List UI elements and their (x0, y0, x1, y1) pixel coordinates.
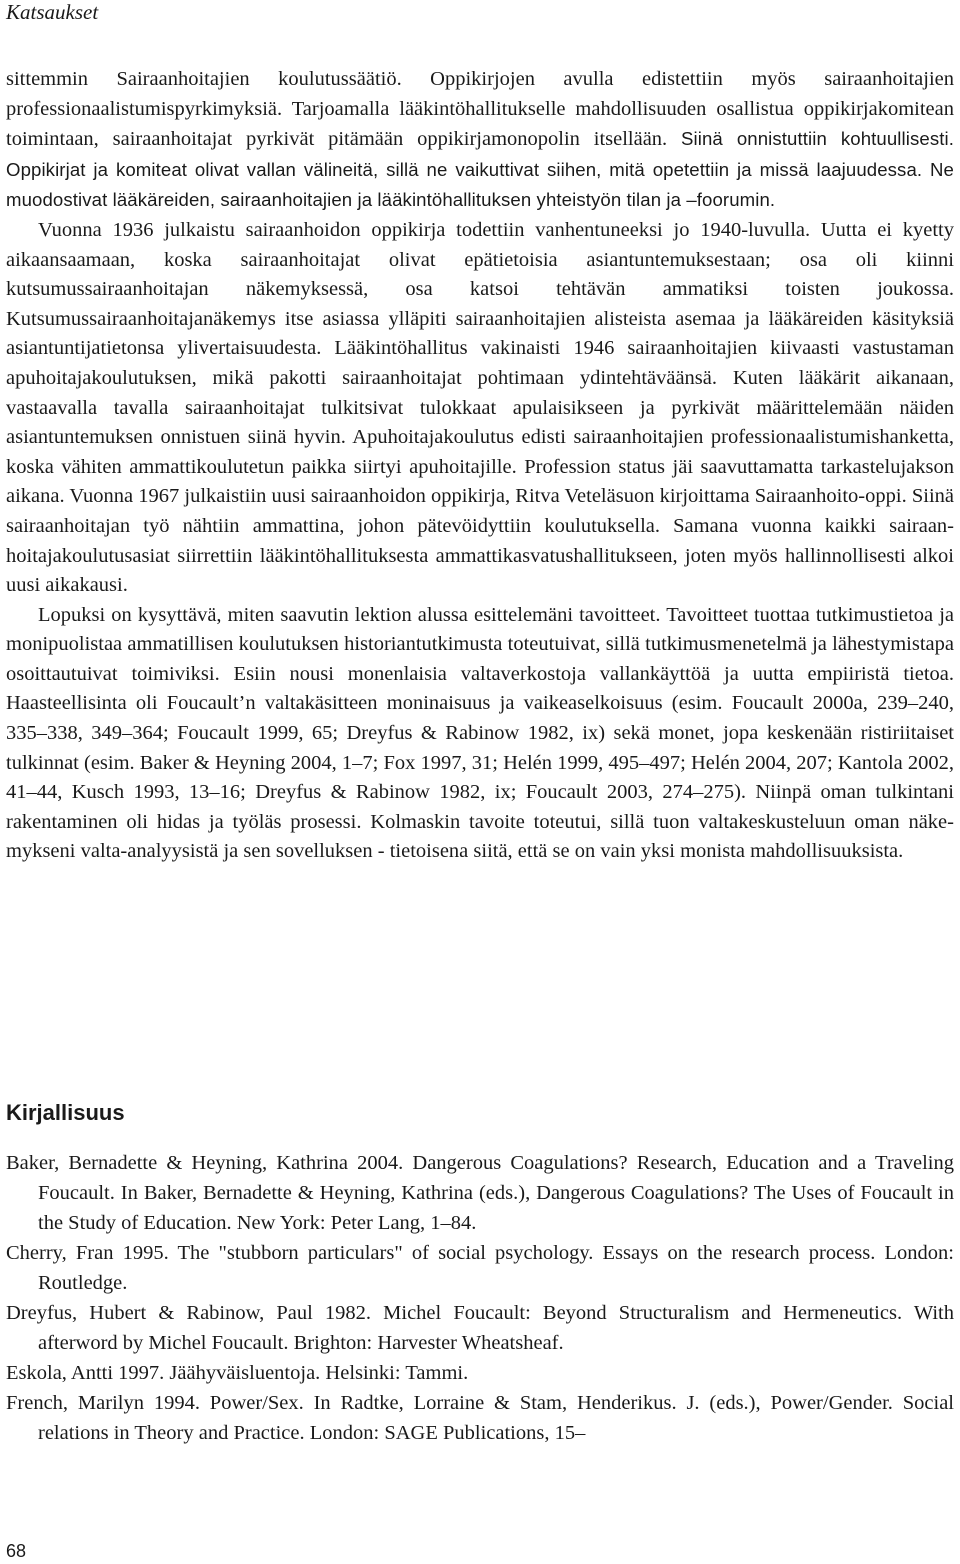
paragraph (6, 216, 954, 601)
page-number: 68 (6, 1541, 27, 1561)
reference-list (6, 1148, 954, 1448)
reference-item: Baker, Bernadette & Heyning, Kathrina 2004. Dangerous Coagulations? Research, Education and a Traveling Foucault. In Baker, Bernadette & Heyning, Kathrina (eds.), Dangerous Coagulations? The Uses of Foucault in the Study of Education. New York: Peter Lang, 1–84. (6, 1152, 954, 1234)
reference-item: Cherry, Fran 1995. The "stubborn particulars" of social psychology. Essays on the research process. London: Routledge. (6, 1242, 954, 1294)
section-heading: Kirjallisuus (6, 1100, 125, 1125)
text-segment-sans: Siinä onnistuttiin kohtuullisesti. Oppikirjat ja komiteat olivat vallan välineitä, sillä ne vaikuttivat siihen, mitä opetettiin ja missä laajuudessa. Ne muodostivat lääkäreiden, sairaanhoitajien ja lääkintöhallituksen yhteistyön tilan ja –foorumin. (6, 128, 955, 211)
text-segment: Lopuksi on kysyttävä, miten saavutin lektion alussa esittelemäni tavoitteet. Tavoitteet tuottaa tutkimustietoa ja monipuolistaa ammatillisen koulutuksen historiantutkimusta toteutuivat, sillä tutkimusmenetelmä ja lähestymistapa osoittautuivat toimiviksi. Esiin nousi monenlaisia valtaverkostoja vallankäyttöä ja uutta empiiristä tietoa. Haasteellisinta oli Foucault’n valtakäsitteen moninaisuus ja vaikeaselkoisuus (esim. Foucault 2000a, 239–240, 335–338, 349–364; Foucault 1999, 65; Dreyfus & Rabinow 1982, ix) sekä monet, jopa keskenään ristiriitaiset tulkinnat (esim. Baker & Heyning 2004, 1–7; Fox 1997, 31; Helén 1999, 495–497; Helén 2004, 207; Kantola 2002, 41–44, Kusch 1993, 13–16; Dreyfus & Rabinow 1982, ix; Foucault 2003, 274–275). Niinpä oman tulkintani rakentaminen oli hidas ja työläs prosessi. Kolmaskin tavoite toteutui, sillä tuon valtakeskusteluun oman näkemykseni valta-analyysistä ja sen sovelluksen - tietoisena siitä, että se on vain yksi monista mahdollisuuksista. (6, 603, 955, 863)
text-segment: Vuonna 1936 julkaistu sairaanhoidon oppikirja todettiin vanhentuneeksi jo 1940-luvulla. Uutta ei kyetty aikaansaamaan, koska sairaanhoitajat olivat epätietoisia asiantuntemuksestaan; osa oli kiinni kutsumussairaanhoitajan näkemyksessä, osa katsoi tehtävän ammatiksi toisten joukossa. Kutsumussairaanhoitajanäkemys itse asiassa ylläpiti sairaanhoitajien alisteista asemaa ja lääkäreiden käsityksiä asiantuntijatietonsa ylivertaisuudesta. Lääkintöhallitus vakinaisti 1946 sairaanhoitajien kiivaasti vastustaman apuhoitajakoulutuksen, mikä pakotti sairaanhoitajat pohtimaan ydintehtäväänsä. Kuten lääkärit aikanaan, vastaavalla tavalla sairaanhoitajat tulkitsivat tulokkaat apulaisikseen ja pyrkivät määrittelemään näiden asiantuntemuksen onnistuen siinä hyvin. Apuhoitajakoulutus edisti sairaanhoitajien professionaalistumishanketta, koska vähiten ammattikoulutetun paikka siirtyi apuhoitajille. Profession status jäi saavuttamatta tarkastelujakson aikana. Vuonna 1967 julkaistiin uusi sairaanhoidon oppikirja, Ritva Veteläsuon kirjoittama Sairaanhoito-oppi. Siinä sairaanhoitajan työ nähtiin ammattina, johon pätevöidyttiin koulutuksella. Samana vuonna kaikki sairaanhoitajakoulutusasiat siirrettiin lääkintöhallituksesta ammattikasvatushallitukseen, joten myös hallinnollisesti alkoi uusi aikakausi. (6, 218, 954, 597)
text-segment: sittemmin Sairaanhoitajien koulutussäätiö. Oppikirjojen avulla edistettiin myös sairaanhoitajien professionaalistumispyrkimyksiä. Tarjoamalla lääkintöhallitukselle mahdollisuuden osallistua oppikirjakomitean toimintaan, sairaanhoitajat pyrkivät pitämään oppikirjamonopolin itsellään. (6, 68, 954, 151)
paragraph (6, 65, 954, 216)
reference-item: French, Marilyn 1994. Power/Sex. In Radtke, Lorraine & Stam, Henderikus. J. (eds.), Power/Gender. Social relations in Theory and Practice. London: SAGE Publications, 15– (6, 1392, 954, 1444)
running-head: Katsaukset (6, 0, 99, 24)
paragraph (6, 601, 954, 867)
reference-item: Dreyfus, Hubert & Rabinow, Paul 1982. Michel Foucault: Beyond Structuralism and Hermeneutics. With afterword by Michel Foucault. Brighton: Harvester Wheatsheaf. (6, 1302, 954, 1354)
body-text (6, 65, 954, 867)
reference-item: Eskola, Antti 1997. Jäähyväisluentoja. Helsinki: Tammi. (6, 1362, 469, 1384)
